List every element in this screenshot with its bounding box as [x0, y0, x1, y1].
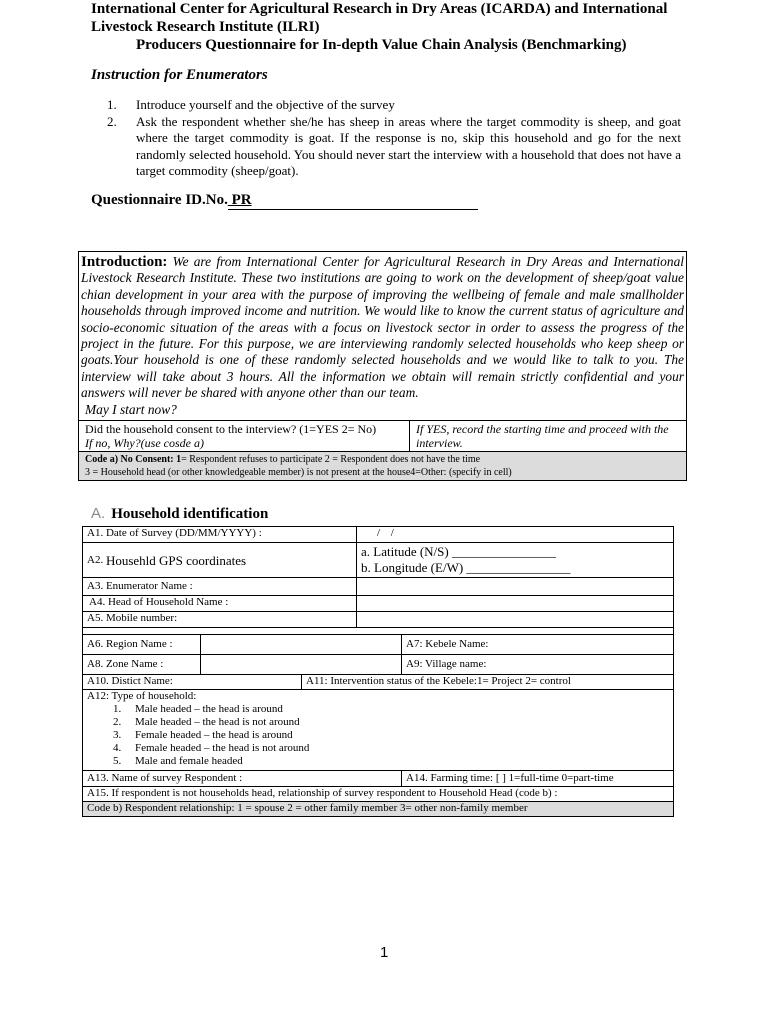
a9-label[interactable]: A9: Village name:	[401, 655, 673, 674]
questionnaire-id-prefix: PR	[231, 192, 252, 208]
consent-yes-note: If YES, record the starting time and proceed with the interview.	[416, 422, 669, 451]
list-text: Ask the respondent whether she/he has sheep in areas where the target commodity is sheep, and goat where the target commodity is goat. If the response is no, skip this household and go for the next randomly selected household. You should never start the interview with a household that does not have a target commodity (sheep/goat).	[136, 113, 681, 178]
household-identification-table	[82, 526, 674, 817]
table-row	[83, 786, 673, 801]
table-row	[83, 577, 673, 595]
option-text: Male headed – the head is not around	[135, 716, 300, 728]
page-number: 1	[380, 944, 389, 961]
questionnaire-id	[91, 192, 478, 210]
instructions-title: Instruction for Enumerators	[91, 67, 268, 83]
table-row	[83, 595, 673, 611]
list-item	[107, 97, 681, 114]
option-number: 2.	[113, 716, 122, 728]
option-number: 3.	[113, 729, 122, 741]
code-a-line2: 3 = Household head (or other knowledgeable member) is not present at the house4=Other: (specify in cell)	[85, 467, 512, 479]
a3-field[interactable]	[356, 578, 673, 595]
list-item[interactable]	[113, 755, 669, 768]
a12-options	[87, 703, 669, 768]
list-number: 2.	[107, 113, 117, 129]
a2-gps-field[interactable]	[356, 543, 673, 577]
introduction-body: We are from International Center for Agricultural Research in Dry Areas and International Livestock Research Institute. These two institutions are going to work on the development of sheep/goat value chian development in your area with the purpose of improving the wellbeing of female and male smallholder households through improved income and nutrition. We would like to know the current status of agriculture and socio-economic situation of the areas with a focus on livestock sector in order to assess the progress of the project in the future. For this purpose, we are interviewing randomly selected households who keep sheep or goats.Your household is one of these randomly selected households and we would like to talk to you. The interview will take about 3 hours. All the information we obtain will remain strictly confidential and your answers will never be shared with anyone other than our team.	[81, 254, 684, 401]
questionnaire-id-label: Questionnaire ID.No.	[91, 192, 228, 208]
code-a-label: Code a) No Consent: 1	[85, 454, 182, 466]
option-text: Male and female headed	[135, 755, 243, 767]
option-number: 5.	[113, 755, 122, 767]
list-text: Introduce yourself and the objective of the survey	[136, 97, 395, 112]
consent-question-cell[interactable]	[79, 421, 410, 451]
a1-date-field[interactable]: / /	[356, 527, 673, 542]
a2-label	[83, 543, 356, 577]
list-item[interactable]	[113, 729, 669, 742]
table-row	[83, 770, 673, 786]
introduction-box	[78, 251, 687, 481]
option-text: Female headed – the head is not around	[135, 742, 310, 754]
section-a-letter: A.	[91, 505, 106, 522]
option-number: 1.	[113, 703, 122, 715]
a4-field[interactable]	[356, 596, 673, 611]
a8-label: A8. Zone Name :	[87, 658, 164, 670]
a7-label[interactable]: A7: Kebele Name:	[401, 635, 673, 654]
a11-label[interactable]: A11: Intervention status of the Kebele:1= Project 2= control	[301, 675, 673, 689]
option-text: Male headed – the head is around	[135, 703, 283, 715]
table-row	[83, 674, 673, 689]
table-spacer-row	[83, 627, 673, 634]
a5-label: A5. Mobile number:	[87, 612, 178, 624]
table-row	[83, 689, 673, 770]
code-a-note	[79, 451, 686, 480]
a4-label: A4. Head of Household Name :	[89, 596, 229, 608]
table-row	[83, 654, 673, 674]
introduction-text	[79, 252, 686, 402]
list-number: 1.	[107, 97, 117, 112]
a12-cell	[83, 690, 673, 770]
a2-longitude: b. Longitude (E/W) ________________	[361, 560, 571, 575]
list-item[interactable]	[113, 703, 669, 716]
option-text: Female headed – the head is around	[135, 729, 293, 741]
section-a-heading	[91, 505, 268, 523]
document-title: Producers Questionnaire for In-depth Value Chain Analysis (Benchmarking)	[136, 37, 627, 53]
a2-prefix: A2.	[87, 553, 104, 566]
a13-label[interactable]: A13. Name of survey Respondent :	[87, 772, 243, 784]
a6-field[interactable]	[200, 635, 401, 654]
consent-question: Did the household consent to the interview? (1=YES 2= No)	[85, 422, 377, 437]
questionnaire-id-field[interactable]	[228, 192, 478, 210]
a15-label[interactable]: A15. If respondent is not households head, relationship of survey respondent to Household Head (code b) :	[87, 787, 558, 799]
a5-field[interactable]	[356, 612, 673, 627]
list-item[interactable]	[113, 742, 669, 755]
code-b-note: Code b) Respondent relationship: 1 = spouse 2 = other family member 3= other non-family member	[87, 802, 528, 814]
table-row	[83, 527, 673, 542]
table-row	[83, 611, 673, 627]
table-row	[83, 634, 673, 654]
section-a-title: Household identification	[111, 506, 269, 522]
a2-latitude: a. Latitude (N/S) ________________	[361, 544, 556, 559]
consent-followup: If no, Why?(use cosde a)	[85, 436, 204, 451]
start-question: May I start now?	[85, 401, 177, 417]
header-line-1: International Center for Agricultural Research in Dry Areas (ICARDA) and International	[91, 1, 668, 17]
list-item[interactable]	[113, 716, 669, 729]
option-number: 4.	[113, 742, 122, 754]
introduction-label: Introduction:	[81, 254, 168, 270]
a2-text: Househld GPS coordinates	[105, 552, 247, 568]
table-row	[83, 542, 673, 577]
instructions-list	[107, 97, 681, 180]
a1-label: A1. Date of Survey (DD/MM/YYYY) :	[87, 527, 262, 539]
a10-label[interactable]: A10. Distict Name:	[87, 675, 173, 687]
a8-field[interactable]	[200, 655, 401, 674]
a12-label: A12: Type of household:	[87, 690, 197, 702]
list-item	[107, 114, 681, 180]
code-a-line1: = Respondent refuses to participate 2 = Respondent does not have the time	[181, 454, 481, 466]
spacer-cell	[83, 628, 673, 634]
a14-label[interactable]: A14. Farming time: [ ] 1=full-time 0=part-time	[401, 771, 673, 786]
table-row	[83, 801, 673, 816]
header-line-2: Livestock Research Institute (ILRI)	[91, 19, 320, 35]
a6-label: A6. Region Name :	[87, 638, 173, 650]
a3-label: A3. Enumerator Name :	[87, 580, 193, 592]
consent-row	[79, 420, 686, 451]
